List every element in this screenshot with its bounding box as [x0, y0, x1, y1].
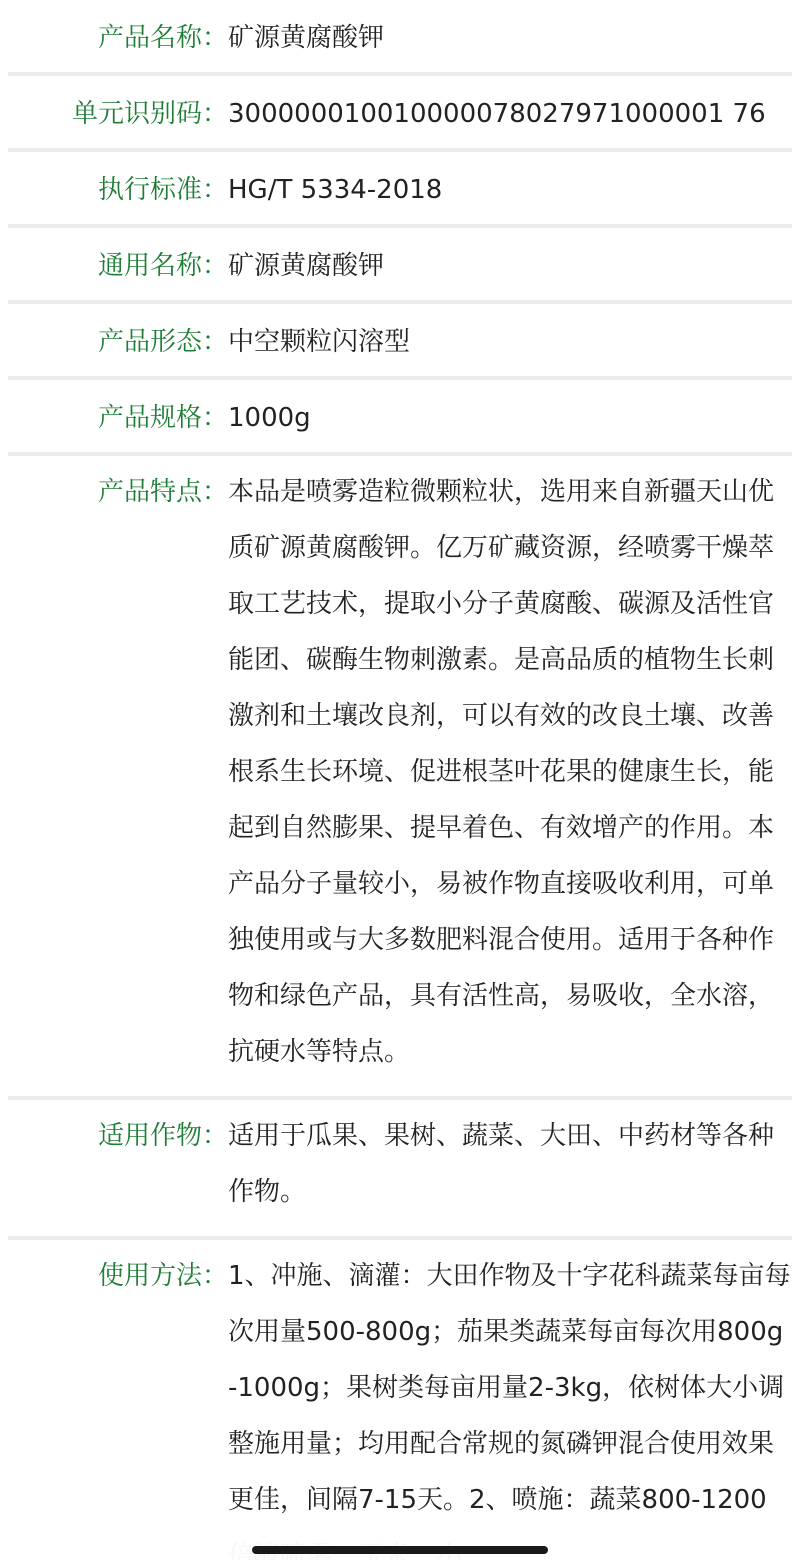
- unit-id-label: 单元识别码：: [71, 99, 228, 129]
- standard-value: HG/T 5334-2018: [228, 175, 443, 205]
- row-standard: [8, 152, 792, 228]
- usage-method-label: 使用方法：: [97, 1261, 228, 1291]
- applicable-crops-label: 适用作物：: [97, 1121, 228, 1151]
- row-product-spec: [8, 380, 792, 456]
- product-features-label: 产品特点：: [97, 477, 228, 507]
- product-name-value: 矿源黄腐酸钾: [228, 23, 385, 53]
- row-product-name: [8, 0, 792, 76]
- row-applicable-crops: [8, 1100, 792, 1240]
- home-indicator[interactable]: [252, 1546, 548, 1554]
- common-name-label: 通用名称：: [97, 251, 228, 281]
- product-form-value: 中空颗粒闪溶型: [228, 327, 411, 357]
- product-spec-label: 产品规格：: [97, 403, 228, 433]
- row-unit-id: [8, 76, 792, 152]
- row-usage-method: [8, 1240, 792, 1560]
- row-product-form: [8, 304, 792, 380]
- row-product-features: [8, 456, 792, 1100]
- product-spec-value: 1000g: [228, 403, 311, 433]
- product-features-value: 本品是喷雾造粒微颗粒状，选用来自新疆天山优质矿源黄腐酸钾。亿万矿藏资源，经喷雾干燥萃取工艺技术，提取小分子黄腐酸、碳源及活性官能团、碳酶生物刺激素。是高品质的植物生长刺激剂和土壤改良剂，可以有效的改良土壤、改善根系生长环境、促进根茎叶花果的健康生长，能起到自然膨果、提早着色、有效增产的作用。本产品分子量较小，易被作物直接吸收利用，可单独使用或与大多数肥料混合使用。适用于各种作物和绿色产品，具有活性高，易吸收，全水溶，抗硬水等特点。: [228, 477, 775, 1067]
- applicable-crops-value: 适用于瓜果、果树、蔬菜、大田、中药材等各种作物。: [228, 1121, 775, 1207]
- product-form-label: 产品形态：: [97, 327, 228, 357]
- row-common-name: [8, 228, 792, 304]
- product-name-label: 产品名称：: [97, 23, 228, 53]
- unit-id-value: 300000010010000078027971000001 76: [228, 99, 766, 129]
- standard-label: 执行标准：: [97, 175, 228, 205]
- usage-method-value: 1、冲施、滴灌：大田作物及十字花科蔬菜每亩每次用量500-800g；茄果类蔬菜每亩每次用800g-1000g；果树类每亩用量2-3kg，依树体大小调整施用量；均用配合常规的氮磷钾混合使用效果更佳，间隔7-15天。2、喷施：蔬菜800-1200: [228, 1261, 791, 1515]
- common-name-value: 矿源黄腐酸钾: [228, 251, 385, 281]
